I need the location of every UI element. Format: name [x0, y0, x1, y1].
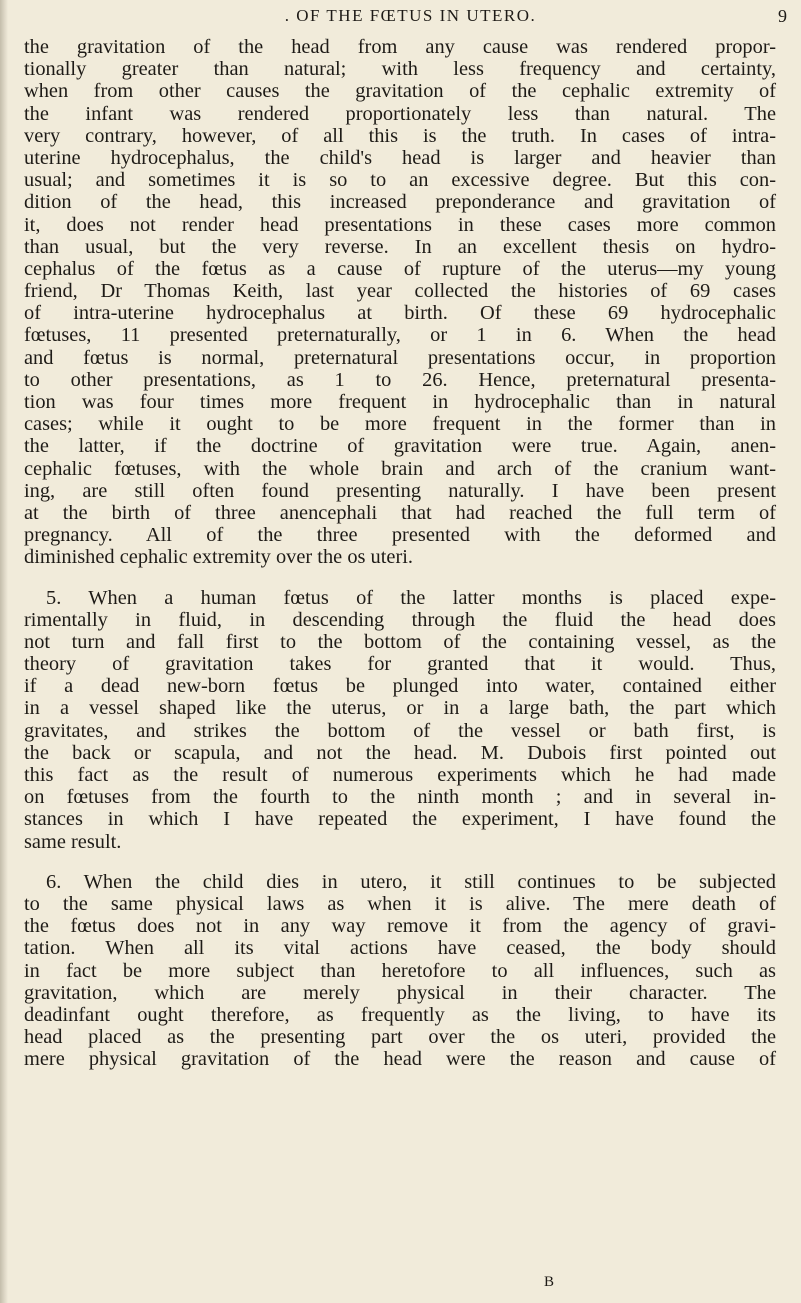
text-line: uterine hydrocephalus, the child's head is larger and heavier than	[24, 146, 776, 169]
text-line: tation. When all its vital actions have ceased, the body should	[24, 937, 776, 960]
body-text	[24, 36, 776, 1070]
text-line: not turn and fall first to the bottom of the containing vessel, as the	[24, 630, 776, 653]
text-line: it, does not render head presentations in these cases more common	[24, 213, 776, 236]
text-line: gravitates, and strikes the bottom of the vessel or bath first, is	[24, 719, 776, 742]
text-line: the gravitation of the head from any cause was rendered propor-	[24, 36, 776, 58]
text-line: if a dead new-born fœtus be plunged into water, contained either	[24, 675, 776, 698]
text-line: tion was four times more frequent in hydrocephalic than in natural	[24, 391, 776, 413]
text-line: the infant was rendered proportionately less than natural. The	[24, 102, 776, 125]
text-line: cases; while it ought to be more frequent in the former than in	[24, 413, 776, 436]
paragraph-gap	[24, 569, 776, 587]
text-line: tionally greater than natural; with less frequency and certainty,	[24, 58, 776, 81]
text-line: the latter, if the doctrine of gravitation were true. Again, anen-	[24, 435, 776, 458]
text-line: on fœtuses from the fourth to the ninth month ; and in several in-	[24, 786, 776, 809]
page-gutter-shadow	[0, 0, 8, 1303]
text-line: very contrary, however, of all this is the truth. In cases of intra-	[24, 124, 776, 147]
text-line: 5. When a human fœtus of the latter months is placed expe-	[46, 586, 776, 609]
text-line: the fœtus does not in any way remove it from the agency of gravi-	[24, 915, 776, 938]
signature-mark: B	[544, 1274, 555, 1290]
text-line: theory of gravitation takes for granted that it would. Thus,	[24, 653, 776, 676]
text-line: this fact as the result of numerous experiments which he had made	[24, 764, 776, 786]
text-line: friend, Dr Thomas Keith, last year collected the histories of 69 cases	[24, 280, 776, 303]
text-line: cephalus of the fœtus as a cause of rupture of the uterus—my young	[24, 257, 776, 280]
paragraph-gap	[24, 853, 776, 871]
text-line: of intra-uterine hydrocephalus at birth. Of these 69 hydrocephalic	[24, 302, 776, 325]
text-line: pregnancy. All of the three presented with the deformed and	[24, 524, 776, 547]
text-line: to the same physical laws as when it is alive. The mere death of	[24, 892, 776, 915]
text-line: at the birth of three anencephali that had reached the full term of	[24, 501, 776, 524]
text-line: than usual, but the very reverse. In an excellent thesis on hydro-	[24, 235, 776, 258]
text-line: diminished cephalic extremity over the os uteri.	[24, 546, 414, 569]
text-line: same result.	[24, 830, 122, 853]
text-line: rimentally in fluid, in descending through the fluid the head does	[24, 608, 776, 631]
page-number: 9	[778, 6, 787, 26]
text-line: usual; and sometimes it is so to an excessive degree. But this con-	[24, 169, 776, 192]
text-line: the back or scapula, and not the head. M. Dubois first pointed out	[24, 741, 776, 764]
text-line: in fact be more subject than heretofore to all influences, such as	[24, 959, 776, 982]
text-line: gravitation, which are merely physical in their character. The	[24, 981, 776, 1004]
paragraph-5	[24, 587, 776, 853]
running-title: . OF THE FŒTUS IN UTERO.	[284, 6, 537, 25]
text-line: fœtuses, 11 presented preternaturally, or 1 in 6. When the head	[24, 324, 776, 347]
running-header	[0, 6, 801, 32]
text-line: head placed as the presenting part over the os uteri, provided the	[24, 1026, 776, 1049]
text-line: when from other causes the gravitation of the cephalic extremity of	[24, 80, 776, 103]
text-line: mere physical gravitation of the head were the reason and cause of	[24, 1048, 776, 1071]
text-line: dition of the head, this increased preponderance and gravitation of	[24, 191, 776, 214]
paragraph-continued	[24, 36, 776, 569]
text-line: and fœtus is normal, preternatural presentations occur, in proportion	[24, 346, 776, 369]
text-line: 6. When the child dies in utero, it still continues to be subjected	[46, 870, 776, 893]
text-line: stances in which I have repeated the experiment, I have found the	[24, 808, 776, 831]
text-line: to other presentations, as 1 to 26. Hence, preternatural presenta-	[24, 368, 776, 391]
paragraph-6	[24, 871, 776, 1071]
text-line: cephalic fœtuses, with the whole brain and arch of the cranium want-	[24, 457, 776, 480]
text-line: ing, are still often found presenting naturally. I have been present	[24, 479, 776, 502]
text-line: deadinfant ought therefore, as frequently as the living, to have its	[24, 1003, 776, 1026]
text-line: in a vessel shaped like the uterus, or in a large bath, the part which	[24, 697, 776, 720]
